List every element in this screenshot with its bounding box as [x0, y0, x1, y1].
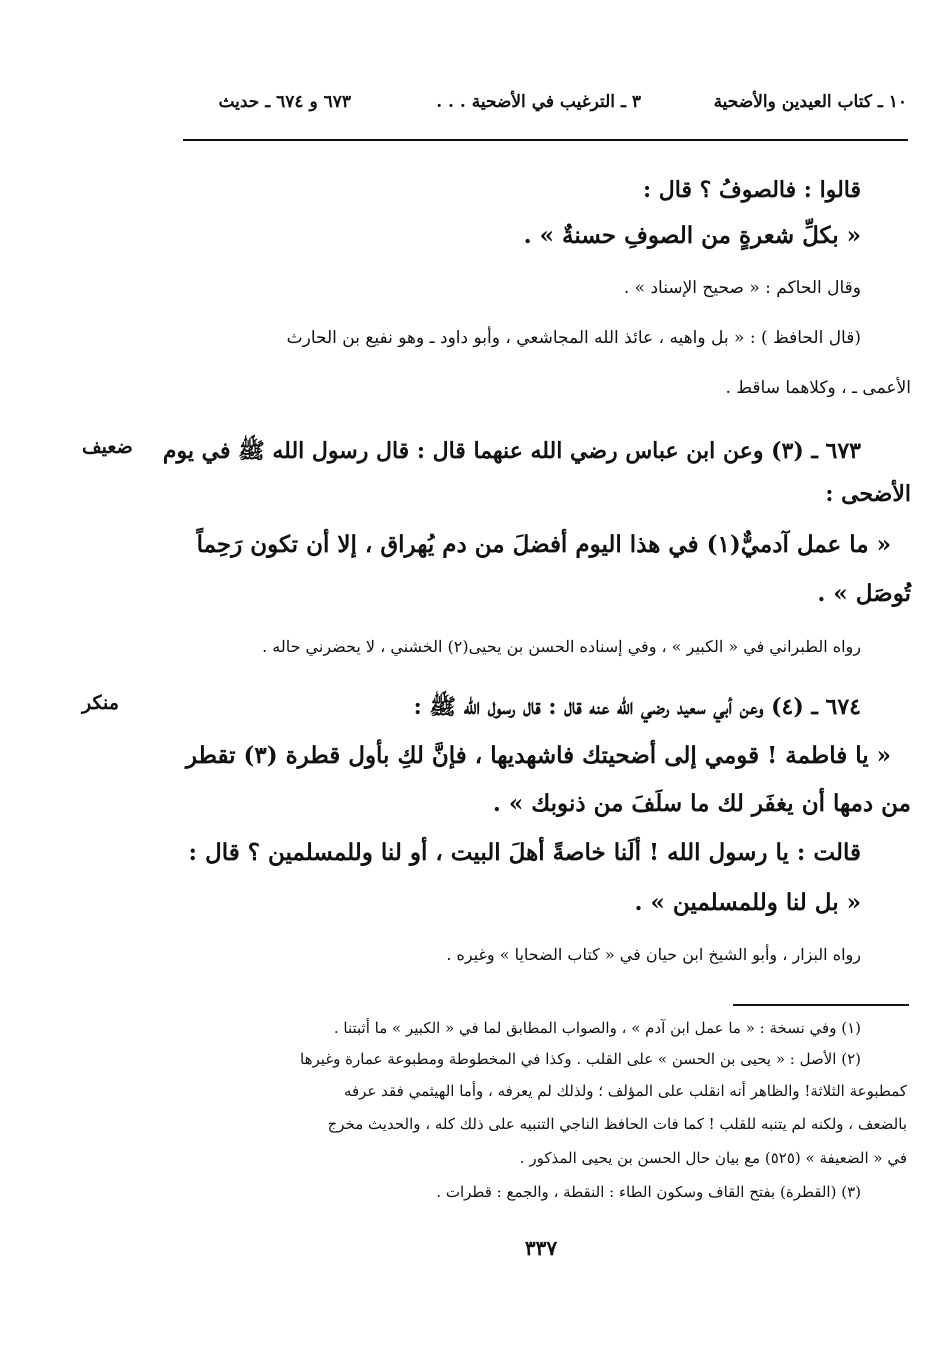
- hadith-673-intro: ٦٧٣ ـ (٣) وعن ابن عباس رضي الله عنهما قال : قال رسول الله ﷺ في يوم: [162, 438, 861, 464]
- body-line: الأعمى ـ ، وكلاهما ساقط .: [725, 378, 911, 398]
- footnote-line: بالضعف ، ولكنه لم يتنبه للقلب ! كما فات الحافظ الناجي التنبيه على ذلك كله ، والحديث مخرج: [327, 1115, 907, 1133]
- body-line: رواه الطبراني في « الكبير » ، وفي إسناده الحسن بن يحيى(٢) الخشني ، لا يحضرني حاله .: [262, 637, 861, 656]
- body-line: « بكلِّ شعرةٍ من الصوفِ حسنةٌ » .: [523, 222, 861, 249]
- body-line: قالت : يا رسول الله ! ألَنا خاصةً أهلَ البيت ، أو لنا وللمسلمين ؟ قال :: [188, 839, 861, 866]
- body-line: « بل لنا وللمسلمين » .: [634, 889, 861, 916]
- header-section: ٣ ـ الترغيب في الأضحية . . .: [436, 92, 641, 112]
- body-line: قالوا : فالصوفُ ؟ قال :: [643, 177, 861, 203]
- header-rule: [183, 139, 908, 141]
- page-number: ٣٣٧: [524, 1236, 558, 1260]
- body-line: « ما عمل آدميٌّ(١) في هذا اليوم أفضلَ من دم يُهراق ، إلا أن تكون رَحِماً: [196, 531, 891, 558]
- grade-label-673: ضعيف: [82, 436, 133, 458]
- footnote-line: (٢) الأصل : « يحيى بن الحسن » على القلب . وكذا في المخطوطة ومطبوعة عمارة وغيرها: [300, 1050, 861, 1068]
- hadith-674-intro: ٦٧٤ ـ (٤) وعن أبي سعيد رضي الله عنه قال : قال رسول الله ﷺ :: [413, 694, 861, 720]
- body-line: الأضحى :: [825, 481, 911, 507]
- footnote-line: (١) وفي نسخة : « ما عمل ابن آدم » ، والصواب المطابق لما في « الكبير » ما أثبتنا .: [333, 1019, 861, 1037]
- footnote-line: كمطبوعة الثلاثة! والظاهر أنه انقلب على المؤلف ؛ ولذلك لم يعرفه ، وأما الهيثمي فقد عرفه: [343, 1082, 907, 1100]
- body-line: من دمها أن يغفَر لك ما سلَفَ من ذنوبك » .: [492, 790, 911, 817]
- footnote-rule: [733, 1004, 909, 1006]
- header-chapter: ١٠ ـ كتاب العيدين والأضحية: [713, 92, 907, 112]
- grade-label-674: منكر: [82, 692, 119, 714]
- header-hadith-range: ٦٧٣ و ٦٧٤ ـ حديث: [218, 92, 351, 112]
- body-line: رواه البزار ، وأبو الشيخ ابن حيان في « كتاب الضحايا » وغيره .: [446, 945, 861, 964]
- body-line: تُوصَل » .: [817, 580, 911, 607]
- footnote-line: (٣) (القطرة) بفتح القاف وسكون الطاء : النقطة ، والجمع : قطرات .: [436, 1183, 861, 1201]
- body-line: وقال الحاكم : « صحيح الإسناد » .: [623, 278, 861, 298]
- body-line: (قال الحافظ ) : « بل واهيه ، عائذ الله المجاشعي ، وأبو داود ـ وهو نفيع بن الحارث: [286, 328, 861, 348]
- body-line: « يا فاطمة ! قومي إلى أضحيتك فاشهديها ، فإنَّ لكِ بأول قطرة (٣) تقطر: [185, 742, 891, 769]
- footnote-line: في « الضعيفة » (٥٢٥) مع بيان حال الحسن بن يحيى المذكور .: [519, 1149, 907, 1167]
